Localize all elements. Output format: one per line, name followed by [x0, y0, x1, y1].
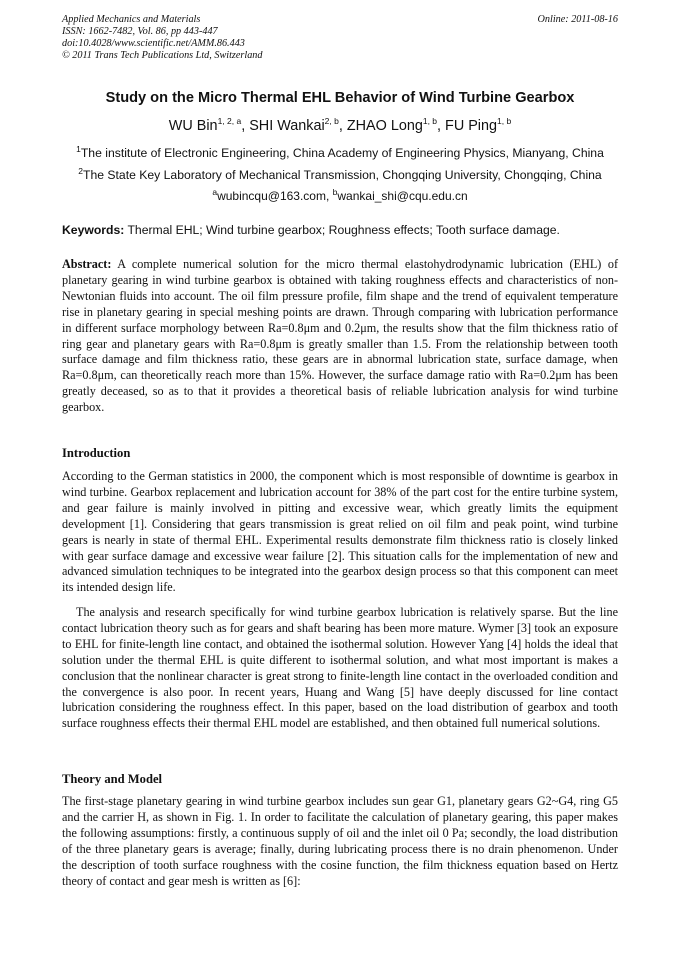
affiliation-sup: 1	[76, 143, 81, 154]
affiliation-1	[60, 143, 620, 160]
author-sup: 1, 2, a	[217, 116, 242, 127]
keywords	[62, 223, 618, 237]
affiliation-2	[60, 165, 620, 182]
journal-name: Applied Mechanics and Materials	[62, 14, 201, 25]
author-name: SHI Wankai	[249, 118, 325, 134]
copyright-line: © 2011 Trans Tech Publications Ltd, Switzerland	[62, 50, 263, 61]
abstract-label: Abstract:	[62, 257, 112, 271]
email-sup: b	[332, 187, 338, 197]
theory-heading: Theory and Model	[62, 772, 163, 786]
paper-title: Study on the Micro Thermal EHL Behavior of Wind Turbine Gearbox	[105, 90, 575, 106]
issn-line: ISSN: 1662-7482, Vol. 86, pp 443-447	[62, 26, 218, 37]
abstract-text: A complete numerical solution for the micro thermal elastohydrodynamic lubrication (EHL) of planetary gearing in wind turbine gearbox is obtained with taking roughness effects and characteristics of non-Newtonian fluids into account. The oil film pressure profile, film shape and the trend of equivalent temperature rise in planetary gearing in special meshing points are drawn. Through comparing with lubrication performance in different surface morphology between Ra=0.8μm and 0.2μm, the results show that the film thickness ratio of ring gear and planetary gears with Ra=0.8μm is greatly smaller than 1.5. From the relationship between tooth surface damage and film thickness ratio, these gears are in abnormal lubrication state, surface damage, when Ra=0.8μm, can theoretically reach more than 15%. However, the surface damage ratio with Ra=0.2μm has been greatly deceased, so as to that it provides a theoretical basis of reliable lubrication analysis for wind turbine gearbox.	[62, 257, 618, 415]
keywords-label: Keywords:	[62, 223, 125, 237]
author-name: FU Ping	[445, 118, 498, 134]
email-address: wankai_shi@cqu.edu.cn	[337, 189, 468, 203]
affiliation-text: The State Key Laboratory of Mechanical Transmission, Chongqing University, Chongqing, China	[83, 168, 602, 182]
introduction-paragraph-2: The analysis and research specifically for wind turbine gearbox lubrication is relatively sparse. But the line contact lubrication theory such as for gears and shaft bearing has been more mature. Wymer [3] took an exposure to EHL for finite-length line contact, and obtained the isothermal solution. However Yang [4] holds the ideal that solution under the thermal EHL is quite different to isothermal solution, and what most important is makes a conclusion that the nonlinear character is great strong to finite-length line contact in the overloaded condition and the convergence is also poor. In recent years, Huang and Wang [5] have deeply discussed for line contact lubrication considering the roughness effect. In this paper, based on the load distribution of gearbox and tooth surface roughness effects their thermal EHL model are established, and then obtained full numerical solutions.	[62, 605, 618, 731]
introduction-heading: Introduction	[62, 446, 131, 460]
online-date: Online: 2011-08-16	[537, 14, 618, 25]
introduction-paragraph-1: According to the German statistics in 2000, the component which is most responsible of downtime is gearbox in wind turbine. Gearbox replacement and lubrication account for 38% of the part cost for the entire turbine system, and gear failure is mainly involved in pitting and excessive wear, which greatly limits the equipment development [1]. Considering that gears transmission is great relied on oil film and peak point, wind turbine gears is nearly in state of thermal EHL. Experimental results demonstrate film thickness ratio is closely linked with gear surface damage and excessive wear failure [2]. This situation calls for the implementation of new and advanced simulation techniques to be integrated into the gearbox design process so that this component can meet its intended design life.	[62, 469, 618, 595]
email-line: $^a$wubincqu@163.com, $^b$wankai_shi@cqu.edu.cn	[212, 187, 468, 203]
abstract	[62, 257, 618, 416]
author-list: WU Bin$^{1, 2, a}$, SHI Wankai$^{2, b}$, ZHAO Long$^{1, b}$, FU Ping$^{1, b}$	[168, 116, 512, 134]
email-address: wubincqu@163.com	[217, 189, 326, 203]
doi-line: doi:10.4028/www.scientific.net/AMM.86.443	[62, 38, 245, 49]
email-sup: a	[212, 187, 218, 197]
theory-paragraph-1: The first-stage planetary gearing in wind turbine gearbox includes sun gear G1, planetary gears G2~G4, ring G5 and the carrier H, as shown in Fig. 1. In order to facilitate the calculation of planetary gearing, this paper makes the following assumptions: firstly, a continuous supply of oil and the inlet oil 0 Pa; secondly, the load distribution of the three planetary gears is average; finally, during lubricating process there is no drain phenomenon. Under the description of tooth surface roughness with the cosine function, the film thickness equation based on Hertz theory of contact and gear mesh is written as [6]:	[62, 794, 618, 888]
affiliation-sup: 2	[78, 165, 84, 176]
author-sup: 1, b	[497, 116, 512, 127]
author-sup: 2, b	[324, 116, 339, 127]
keywords-text: Thermal EHL; Wind turbine gearbox; Roughness effects; Tooth surface damage.	[127, 223, 560, 237]
author-sup: 1, b	[422, 116, 438, 127]
author-name: WU Bin	[168, 118, 218, 134]
author-name: ZHAO Long	[346, 118, 423, 134]
affiliation-text: The institute of Electronic Engineering, China Academy of Engineering Physics, Mianyang, China	[80, 146, 604, 160]
journal-header	[62, 14, 618, 62]
